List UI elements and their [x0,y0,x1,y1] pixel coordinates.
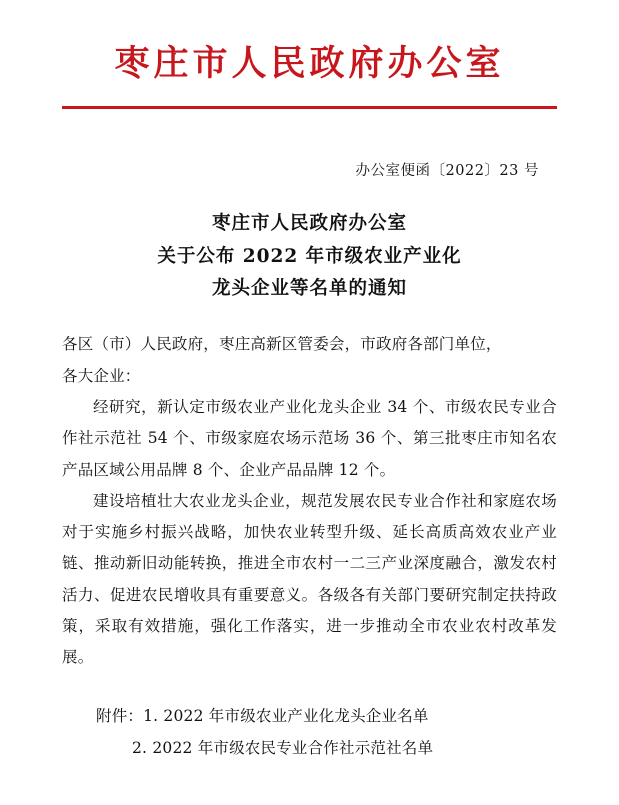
attachment-list [62,700,557,765]
body-paragraph-1: 经研究，新认定市级农业产业化龙头企业 34 个、市级农民专业合作社示范社 54 个、市级家庭农场示范场 36 个、第三批枣庄市知名农产品区域公用品牌 8 个、企业产品品牌 12 个。 [62,397,557,479]
letterhead-title: 枣庄市人民政府办公室 [114,43,505,84]
body-paragraph-2: 建设培植壮大农业龙头企业，规范发展农民专业合作社和家庭农场对于实施乡村振兴战略，加快农业转型升级、延长高质高效农业产业链、推动新旧动能转换，推进全市农村一二三产业深度融合，激发农村活力、促进农民增收具有重要意义。各级各有关部门要研究制定扶持政策，采取有效措施，强化工作落实，进一步推动全市农业农村改革发展。 [62,491,557,667]
addressee-line-2: 各大企业： [62,366,141,385]
doc-number-row [62,159,557,180]
document-number: 办公室便函〔2022〕23 号 [355,163,539,180]
addressee-line-1: 各区（市）人民政府，枣庄高新区管委会，市政府各部门单位， [62,335,502,354]
attachment-item-1: 附件：1. 2022 年市级农业产业化龙头企业名单 [96,706,429,725]
letterhead [62,0,557,109]
document-title-line-3: 龙头企业等名单的通知 [211,278,407,299]
attachment-item-2: 2. 2022 年市级农民专业合作社示范社名单 [132,739,434,758]
document-title [62,208,557,305]
letterhead-divider [62,106,557,109]
document-body [62,329,557,673]
document-title-line-1: 枣庄市人民政府办公室 [211,213,407,235]
document-title-line-2: 关于公布 2022 年市级农业产业化 [157,245,462,267]
